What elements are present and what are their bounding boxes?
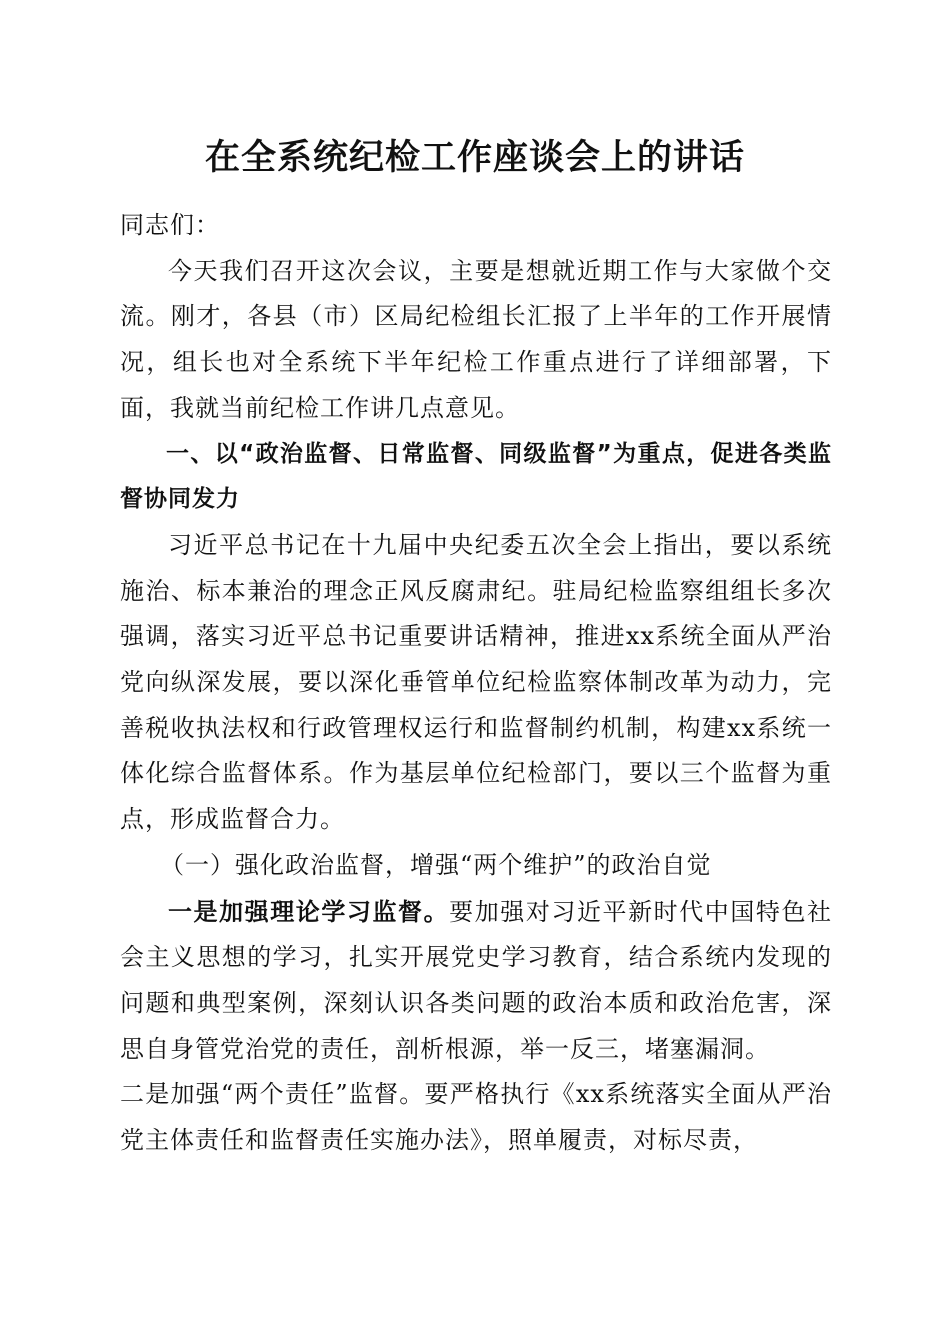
point-1-paragraph	[120, 889, 832, 1073]
document-body	[120, 203, 832, 1164]
salutation: 同志们：	[120, 211, 220, 239]
point-1-text: 要加强对习近平新时代中国特色社会主义思想的学习，扎实开展党史学习教育，结合系统内发现的问题和典型案例，深刻认识各类问题的政治本质和政治危害，深思自身管党治党的责任，剖析根源，举一反三，堵塞漏洞。	[120, 897, 833, 1063]
section-1-paragraph: 习近平总书记在十九届中央纪委五次全会上指出，要以系统施治、标本兼治的理念正风反腐肃纪。驻局纪检监察组组长多次强调，落实习近平总书记重要讲话精神，推进xx系统全面从严治党向纵深发展，要以深化垂管单位纪检监察体制改革为动力，完善税收执法权和行政管理权运行和监督制约机制，构建xx系统一体化综合监督体系。作为基层单位纪检部门，要以三个监督为重点，形成监督合力。	[120, 530, 832, 834]
intro-paragraph: 今天我们召开这次会议，主要是想就近期工作与大家做个交流。刚才，各县（市）区局纪检组长汇报了上半年的工作开展情况，组长也对全系统下半年纪检工作重点进行了详细部署，下面，我就当前纪检工作讲几点意见。	[120, 256, 832, 422]
point-1-lead: 一是加强理论学习监督。	[168, 896, 450, 926]
document-title: 在全系统纪检工作座谈会上的讲话	[204, 138, 745, 178]
point-2-paragraph: 二是加强“两个责任”监督。要严格执行《xx系统落实全面从严治党主体责任和监督责任实施办法》，照单履责，对标尽责，	[120, 1080, 832, 1155]
subsection-1-heading: （一）强化政治监督，增强“两个维护”的政治自觉	[160, 850, 712, 879]
section-1-heading: 一、以“政治监督、日常监督、同级监督”为重点，促进各类监督协同发力	[120, 440, 832, 513]
